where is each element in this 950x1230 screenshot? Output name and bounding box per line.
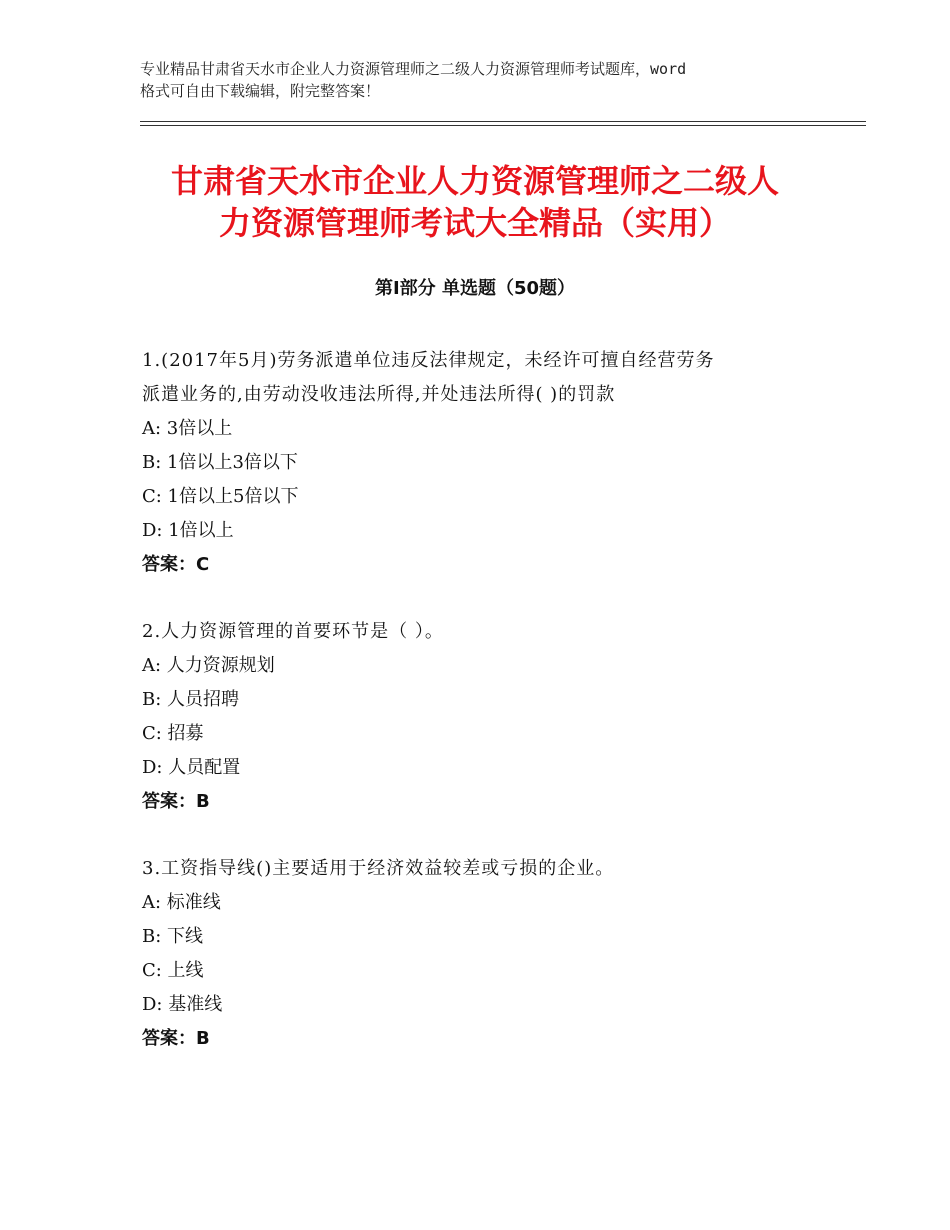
answer: 答案：B [142,791,210,812]
question-2 [142,615,862,819]
option-c: C: 1倍以上5倍以下 [142,486,299,507]
header-note-line-1: 专业精品甘肃省天水市企业人力资源管理师之二级人力资源管理师考试题库，word [140,60,687,78]
question-list [142,344,862,1089]
header-note [140,58,840,102]
question-1 [142,344,862,582]
option-d: D: 基准线 [142,994,223,1015]
option-d: D: 人员配置 [142,757,241,778]
document-title [0,160,950,244]
option-a: A: 标准线 [142,892,221,913]
header-note-line-2: 格式可自由下载编辑，附完整答案！ [140,82,381,100]
option-b: B: 下线 [142,926,204,947]
answer: 答案：B [142,1028,210,1049]
question-stem-continued: 派遣业务的,由劳动没收违法所得,并处违法所得( )的罚款 [142,384,616,405]
question-stem: 2.人力资源管理的首要环节是（ ）。 [142,621,444,642]
document-title-line-2: 力资源管理师考试大全精品（实用） [218,204,731,242]
option-b: B: 1倍以上3倍以下 [142,452,298,473]
question-stem: 1.(2017年5月)劳务派遣单位违反法律规定，未经许可擅自经营劳务 [142,350,715,371]
option-c: C: 招募 [142,723,204,744]
section-heading: 第Ⅰ部分 单选题（50题） [374,278,575,299]
header-divider-bottom [140,125,866,126]
question-stem: 3.工资指导线()主要适用于经济效益较差或亏损的企业。 [142,858,615,879]
question-3 [142,852,862,1056]
document-title-line-1: 甘肃省天水市企业人力资源管理师之二级人 [170,162,779,200]
option-d: D: 1倍以上 [142,520,234,541]
option-b: B: 人员招聘 [142,689,240,710]
answer: 答案：C [142,554,210,575]
option-a: A: 人力资源规划 [142,655,275,676]
option-a: A: 3倍以上 [142,418,233,439]
header-divider-top [140,121,866,122]
option-c: C: 上线 [142,960,204,981]
